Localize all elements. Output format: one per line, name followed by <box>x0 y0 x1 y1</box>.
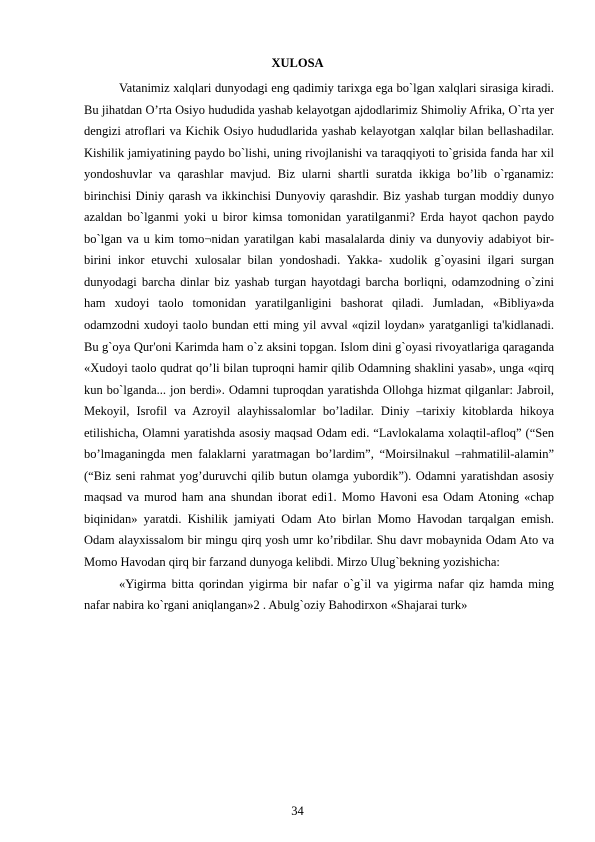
page-title: XULOSA <box>271 56 324 70</box>
page-number: 34 <box>291 804 304 818</box>
paragraph-1: Vatanimiz xalqlari dunyodagi eng qadimiy tarixga ega bo`lgan xalqlari sirasiga kiradi. Bu jihatdan O’rta Osiyo hududida yashab kelayotgan ajdodlarimiz Shimoliy Afrika, O`rta yer dengizi atroflari va Kichik Osiyo hududlarida yashab kelayotgan xalqlar bilan bellashadilar. Kishilik jamiyatining paydo bo`lishi, uning rivojlanishi va taraqqiyoti to`grisida fanda har xil yondoshuvlar va qarashlar mavjud. Biz ularni shartli suratda ikkiga bo’lib o`rganamiz: birinchisi Diniy qarash va ikkinchisi Dunyoviy qarashdir. Biz yashab turgan moddiy dunyo azaldan bo`lganmi yoki u biror kimsa tomonidan yaratilganmi? Erda hayot qachon paydo bo`lgan va u kim tomo¬nidan yaratilgan kabi masalalarda diniy va dunyoviy adabiyot bir-birini inkor etuvchi xulosalar bilan yondoshadi. Yakka- xudolik g`oyasini ilgari surgan dunyodagi barcha dinlar biz yashab turgan hayotdagi barcha borliqni, odamzodning o`zini ham xudoyi taolo tomonidan yaratilganligini bashorat qiladi. Jumladan, «Bibliya»da odamzodni xudoyi taolo bundan etti ming yil avval «qizil loydan» yaratganligi ta'kidlanadi. Bu g`oya Qur'oni Karimda ham o`z aksini topgan. Islom dini g`oyasi rivoyatlariga qaraganda «Xudoyi taolo qudrat qo’li bilan tuproqni hamir qilib Odamning shaklini yasab», unga «qirq kun bo`lganda... jon berdi». Odamni tuproqdan yaratishda Ollohga hizmat qilganlar: Jabroil, Mekoyil, Isrofil va Azroyil alayhissalomlar bo’ladilar. Diniy –tarixiy kitoblarda hikoya etilishicha, Olamni yaratishda asosiy maqsad Odam edi. “Lavlokalama xolaqtil-afloq” (“Sen bo’lmaganingda men falaklarni yaratmagan bo’lardim”, “Moirsilnakul –rahmatilil-alamin” (“Biz seni rahmat yog’duruvchi qilib butun olamga yubordik”). Odamni yaratishdan asosiy maqsad va murod ham ana shundan iborat edi1. Momo Havoni esa Odam Atoning «chap biqinidan» yaratdi. Kishilik jamiyati Odam Ato birlan Momo Havodan tarqalgan emish. Odam alayxissalom bir mingu qirq yosh umr ko’ribdilar. Shu davr mobaynida Odam Ato va Momo Havodan qirq bir farzand dunyoga kelibdi. Mirzo Ulug`bekning yozishicha: <box>84 81 554 570</box>
paragraph-2: «Yigirma bitta qorindan yigirma bir nafar o`g`il va yigirma nafar qiz hamda ming nafar nabira ko`rgani aniqlangan»2 . Abulg`oziy Bahodirxon «Shajarai turk» <box>84 576 554 613</box>
body-text <box>84 78 554 617</box>
